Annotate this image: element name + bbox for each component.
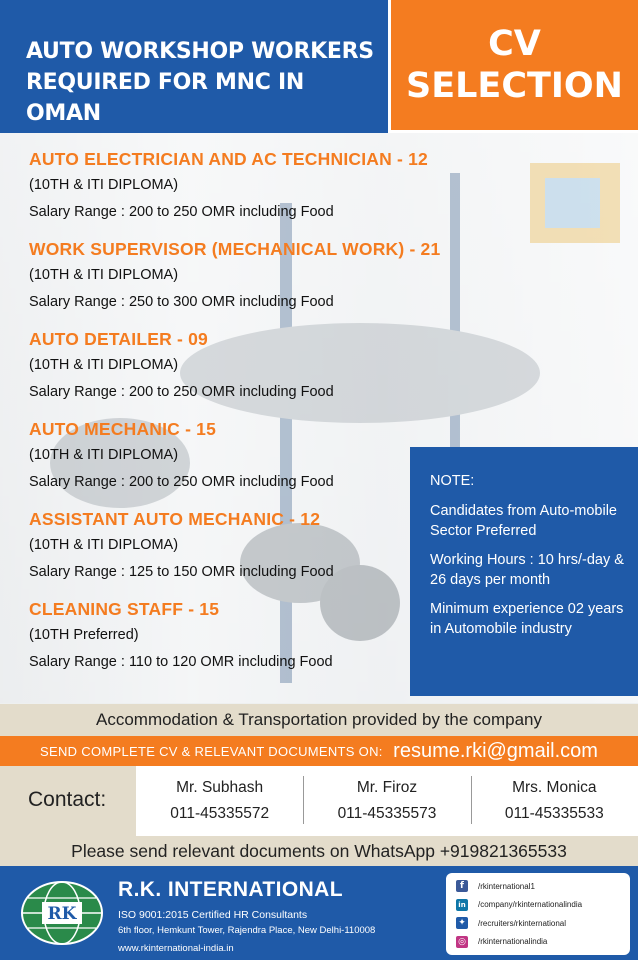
social-link-text: /recruiters/rkinternational [478,918,567,928]
company-name: R.K. INTERNATIONAL [118,878,343,901]
job-title: ASSISTANT AUTO MECHANIC - 12 [29,509,321,529]
note-item: Candidates from Auto-mobile Sector Preferred [430,503,617,539]
headline [26,36,386,129]
social-links [446,873,630,955]
job-qualification: (10TH & ITI DIPLOMA) [29,357,179,373]
social-link-facebook[interactable] [456,877,620,896]
job-salary: Salary Range : 250 to 300 OMR including Food [29,294,334,310]
job-item [29,148,529,238]
job-title: AUTO DETAILER - 09 [29,329,208,349]
job-qualification: (10TH & ITI DIPLOMA) [29,267,179,283]
contact-name: Mr. Subhash [176,779,264,796]
company-website-link[interactable]: www.rkinternational-india.in [118,943,234,954]
logo-text: RK [47,904,77,924]
linkedin-icon: in [456,899,468,911]
note-item: Minimum experience 02 years in Automobile industry [430,601,624,637]
email-strip-label: SEND COMPLETE CV & RELEVANT DOCUMENTS ON: [40,744,383,759]
job-salary: Salary Range : 200 to 250 OMR including Food [29,384,334,400]
email-strip [0,736,638,766]
job-title: CLEANING STAFF - 15 [29,599,220,619]
social-link-text: /rkinternational1 [478,881,535,891]
social-link-text: /rkinternationalindia [478,937,548,947]
job-item [29,328,529,418]
cv-badge-line-1: CV [488,24,541,64]
company-certification: ISO 9001:2015 Certified HR Consultants [118,909,308,921]
cv-selection-badge [388,0,638,133]
job-item [29,238,529,328]
note-item: Working Hours : 10 hrs/-day & 26 days per month [430,552,624,588]
social-link-instagram[interactable] [456,933,620,952]
note-heading: NOTE: [430,473,475,489]
whatsapp-strip: Please send relevant documents on WhatsApp +919821365533 [0,836,638,866]
note-box [410,447,638,696]
job-title: AUTO MECHANIC - 15 [29,419,217,439]
contact-phone[interactable]: 011-45335573 [337,805,437,822]
contact-card [471,766,638,836]
job-salary: Salary Range : 125 to 150 OMR including Food [29,564,334,580]
naukri-icon: ✦ [456,917,468,929]
contact-phone[interactable]: 011-45335533 [504,805,604,822]
contact-cards [136,766,638,836]
job-qualification: (10TH Preferred) [29,627,139,643]
job-qualification: (10TH & ITI DIPLOMA) [29,177,179,193]
contact-phone[interactable]: 011-45335572 [170,805,270,822]
job-title: WORK SUPERVISOR (MECHANICAL WORK) - 21 [29,239,441,259]
facebook-icon: f [456,880,468,892]
job-salary: Salary Range : 110 to 120 OMR including Food [29,654,333,670]
contact-name: Mr. Firoz [356,779,418,796]
headline-line-1: AUTO WORKSHOP WORKERS [26,39,374,64]
contact-card [303,766,470,836]
job-salary: Salary Range : 200 to 250 OMR including Food [29,204,334,220]
social-link-linkedin[interactable] [456,896,620,915]
email-address-link[interactable]: resume.rki@gmail.com [393,740,598,762]
instagram-icon: ◎ [456,936,468,948]
job-title: AUTO ELECTRICIAN AND AC TECHNICIAN - 12 [29,149,428,169]
company-address: 6th floor, Hemkunt Tower, Rajendra Place, New Delhi-110008 [118,925,376,936]
rk-globe-logo-icon [20,880,104,946]
job-qualification: (10TH & ITI DIPLOMA) [29,537,179,553]
contact-section [0,766,638,836]
job-qualification: (10TH & ITI DIPLOMA) [29,447,179,463]
company-info [118,878,375,956]
headline-line-2: REQUIRED FOR MNC IN OMAN [26,70,304,126]
accommodation-strip: Accommodation & Transportation provided by the company [0,704,638,736]
contact-name: Mrs. Monica [512,779,597,796]
social-link-naukri[interactable] [456,914,620,933]
job-salary: Salary Range : 200 to 250 OMR including Food [29,474,334,490]
contact-card [136,766,303,836]
social-link-text: /company/rkinternationalindia [478,900,583,910]
contact-label: Contact: [28,788,107,811]
cv-badge-line-2: SELECTION [406,66,623,106]
